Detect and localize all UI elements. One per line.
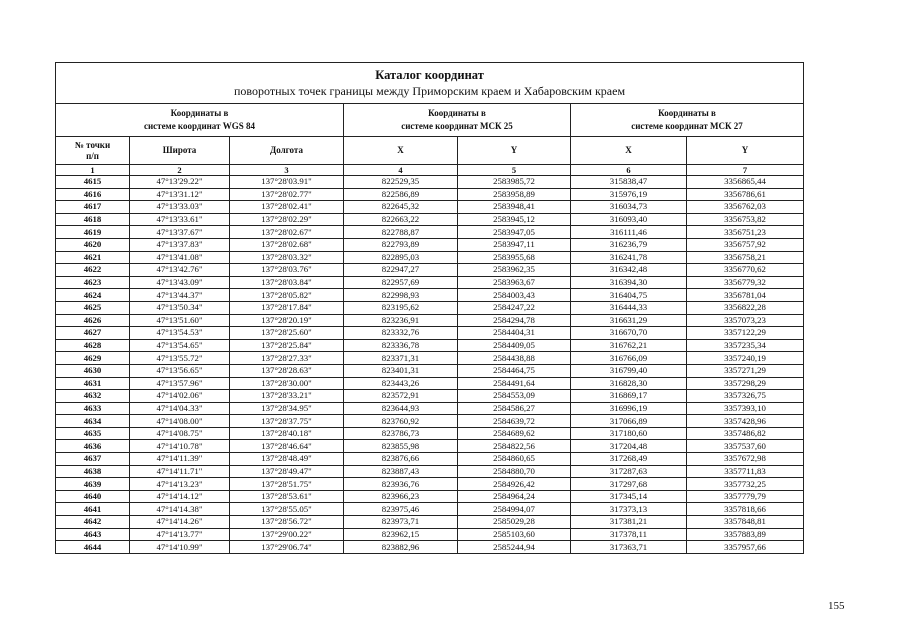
cell-msk25-y: 2584689,62 — [458, 427, 571, 440]
cell-msk27-y: 3357732,25 — [687, 478, 804, 491]
cell-latitude: 47°13'50.34" — [130, 301, 230, 314]
table-row — [56, 503, 804, 516]
cell-msk27-y: 3356779,32 — [687, 276, 804, 289]
cell-latitude: 47°14'14.38" — [130, 503, 230, 516]
cell-msk27-y: 3357537,60 — [687, 440, 804, 453]
table-row — [56, 251, 804, 264]
cell-msk25-x: 822998,93 — [344, 289, 458, 302]
cell-msk27-y: 3357957,66 — [687, 541, 804, 554]
cell-longitude: 137°28'25.60" — [230, 327, 344, 340]
cell-latitude: 47°14'08.75" — [130, 427, 230, 440]
cell-point-number: 4644 — [56, 541, 130, 554]
cell-msk25-y: 2583962,35 — [458, 264, 571, 277]
cell-msk25-x: 823855,98 — [344, 440, 458, 453]
cell-msk25-x: 823336,78 — [344, 339, 458, 352]
cell-point-number: 4616 — [56, 188, 130, 201]
system-header-name: системе координат МСК 25 — [401, 121, 513, 131]
coordinates-catalog-table — [55, 62, 804, 554]
cell-latitude: 47°14'13.77" — [130, 528, 230, 541]
table-row — [56, 289, 804, 302]
cell-msk27-x: 317297,68 — [571, 478, 687, 491]
cell-point-number: 4632 — [56, 390, 130, 403]
cell-msk25-y: 2584860,65 — [458, 453, 571, 466]
cell-msk25-y: 2584247,22 — [458, 301, 571, 314]
cell-msk25-y: 2584964,24 — [458, 490, 571, 503]
cell-longitude: 137°28'40.18" — [230, 427, 344, 440]
system-header-msk27 — [571, 104, 804, 137]
catalog-subtitle: поворотных точек границы между Приморским краем и Хабаровским краем — [234, 84, 626, 98]
table-row — [56, 301, 804, 314]
cell-msk25-y: 2583958,89 — [458, 188, 571, 201]
table-row — [56, 453, 804, 466]
cell-latitude: 47°14'14.26" — [130, 516, 230, 529]
cell-latitude: 47°13'54.65" — [130, 339, 230, 352]
cell-msk25-y: 2585244,94 — [458, 541, 571, 554]
cell-point-number: 4617 — [56, 201, 130, 214]
cell-longitude: 137°28'33.21" — [230, 390, 344, 403]
cell-longitude: 137°28'49.47" — [230, 465, 344, 478]
cell-msk27-x: 316111,46 — [571, 226, 687, 239]
cell-msk25-y: 2584491,64 — [458, 377, 571, 390]
cell-longitude: 137°28'30.00" — [230, 377, 344, 390]
cell-msk25-x: 823973,71 — [344, 516, 458, 529]
cell-msk25-y: 2583947,11 — [458, 238, 571, 251]
cell-msk25-x: 823966,23 — [344, 490, 458, 503]
table-row — [56, 352, 804, 365]
cell-msk25-x: 823975,46 — [344, 503, 458, 516]
cell-longitude: 137°29'00.22" — [230, 528, 344, 541]
cell-point-number: 4623 — [56, 276, 130, 289]
column-header-latitude: Широта — [130, 137, 230, 165]
cell-longitude: 137°28'05.82" — [230, 289, 344, 302]
cell-msk27-y: 3357428,96 — [687, 415, 804, 428]
table-row — [56, 541, 804, 554]
cell-point-number: 4631 — [56, 377, 130, 390]
cell-longitude: 137°28'03.91" — [230, 176, 344, 189]
table-row — [56, 314, 804, 327]
cell-msk27-y: 3357818,66 — [687, 503, 804, 516]
cell-longitude: 137°28'03.32" — [230, 251, 344, 264]
cell-point-number: 4628 — [56, 339, 130, 352]
cell-msk25-x: 823644,93 — [344, 402, 458, 415]
cell-latitude: 47°13'57.96" — [130, 377, 230, 390]
cell-msk25-x: 822788,87 — [344, 226, 458, 239]
cell-point-number: 4615 — [56, 176, 130, 189]
cell-msk27-y: 3357672,98 — [687, 453, 804, 466]
table-row — [56, 264, 804, 277]
cell-msk25-y: 2584926,42 — [458, 478, 571, 491]
cell-msk25-y: 2584639,72 — [458, 415, 571, 428]
cell-msk25-x: 822895,03 — [344, 251, 458, 264]
cell-latitude: 47°13'56.65" — [130, 364, 230, 377]
cell-point-number: 4619 — [56, 226, 130, 239]
cell-msk27-x: 316762,21 — [571, 339, 687, 352]
column-number: 2 — [130, 165, 230, 176]
table-row — [56, 364, 804, 377]
cell-longitude: 137°28'27.33" — [230, 352, 344, 365]
cell-msk27-x: 317066,89 — [571, 415, 687, 428]
column-number: 1 — [56, 165, 130, 176]
cell-msk27-x: 316869,17 — [571, 390, 687, 403]
table-row — [56, 516, 804, 529]
table-row — [56, 339, 804, 352]
cell-msk25-x: 823332,76 — [344, 327, 458, 340]
cell-msk25-x: 823882,96 — [344, 541, 458, 554]
cell-msk25-y: 2584553,09 — [458, 390, 571, 403]
cell-point-number: 4627 — [56, 327, 130, 340]
table-row — [56, 377, 804, 390]
cell-latitude: 47°14'02.06" — [130, 390, 230, 403]
cell-msk25-x: 822957,69 — [344, 276, 458, 289]
cell-msk25-y: 2584994,07 — [458, 503, 571, 516]
cell-point-number: 4635 — [56, 427, 130, 440]
cell-msk27-x: 317363,71 — [571, 541, 687, 554]
cell-latitude: 47°14'08.00" — [130, 415, 230, 428]
cell-msk25-x: 823876,66 — [344, 453, 458, 466]
cell-msk27-y: 3356758,21 — [687, 251, 804, 264]
table-title-row — [56, 63, 804, 104]
point-number-label: № точки — [74, 139, 111, 150]
system-header-line: Координаты в — [170, 108, 229, 118]
cell-msk27-x: 316766,09 — [571, 352, 687, 365]
cell-msk25-x: 822645,32 — [344, 201, 458, 214]
cell-msk25-x: 822663,22 — [344, 213, 458, 226]
cell-longitude: 137°28'28.63" — [230, 364, 344, 377]
cell-msk25-x: 822793,89 — [344, 238, 458, 251]
cell-msk25-x: 822947,27 — [344, 264, 458, 277]
column-header-longitude: Долгота — [230, 137, 344, 165]
cell-msk25-x: 823572,91 — [344, 390, 458, 403]
table-row — [56, 176, 804, 189]
cell-msk25-x: 823887,43 — [344, 465, 458, 478]
cell-msk25-x: 823962,15 — [344, 528, 458, 541]
cell-longitude: 137°28'46.64" — [230, 440, 344, 453]
cell-msk25-x: 822529,35 — [344, 176, 458, 189]
column-header-msk27-x: X — [571, 137, 687, 165]
cell-msk27-x: 316034,73 — [571, 201, 687, 214]
cell-latitude: 47°13'37.83" — [130, 238, 230, 251]
cell-latitude: 47°14'13.23" — [130, 478, 230, 491]
cell-point-number: 4620 — [56, 238, 130, 251]
cell-point-number: 4625 — [56, 301, 130, 314]
cell-msk25-y: 2584438,88 — [458, 352, 571, 365]
cell-msk27-y: 3356753,82 — [687, 213, 804, 226]
cell-msk27-x: 316394,30 — [571, 276, 687, 289]
cell-latitude: 47°14'14.12" — [130, 490, 230, 503]
cell-point-number: 4618 — [56, 213, 130, 226]
column-number: 5 — [458, 165, 571, 176]
cell-msk27-y: 3356762,03 — [687, 201, 804, 214]
table-row — [56, 238, 804, 251]
cell-msk27-y: 3356786,61 — [687, 188, 804, 201]
cell-point-number: 4633 — [56, 402, 130, 415]
table-row — [56, 427, 804, 440]
cell-latitude: 47°13'33.03" — [130, 201, 230, 214]
column-number: 3 — [230, 165, 344, 176]
cell-longitude: 137°29'06.74" — [230, 541, 344, 554]
cell-msk25-x: 823760,92 — [344, 415, 458, 428]
cell-longitude: 137°28'02.67" — [230, 226, 344, 239]
cell-latitude: 47°14'11.39" — [130, 453, 230, 466]
cell-msk25-y: 2583963,67 — [458, 276, 571, 289]
cell-longitude: 137°28'48.49" — [230, 453, 344, 466]
cell-msk27-x: 316093,40 — [571, 213, 687, 226]
cell-latitude: 47°13'51.60" — [130, 314, 230, 327]
system-header-wgs84 — [56, 104, 344, 137]
cell-msk27-x: 317268,49 — [571, 453, 687, 466]
cell-latitude: 47°13'41.08" — [130, 251, 230, 264]
table-row — [56, 188, 804, 201]
cell-latitude: 47°14'10.78" — [130, 440, 230, 453]
cell-msk27-x: 316241,78 — [571, 251, 687, 264]
column-header-row — [56, 137, 804, 165]
cell-msk25-y: 2583955,68 — [458, 251, 571, 264]
cell-msk25-y: 2583945,12 — [458, 213, 571, 226]
cell-point-number: 4622 — [56, 264, 130, 277]
table-row — [56, 465, 804, 478]
cell-latitude: 47°13'44.37" — [130, 289, 230, 302]
cell-msk27-x: 317373,13 — [571, 503, 687, 516]
cell-msk27-y: 3357711,83 — [687, 465, 804, 478]
cell-msk25-y: 2583948,41 — [458, 201, 571, 214]
cell-longitude: 137°28'56.72" — [230, 516, 344, 529]
cell-latitude: 47°14'04.33" — [130, 402, 230, 415]
table-row — [56, 402, 804, 415]
column-number: 6 — [571, 165, 687, 176]
cell-msk27-y: 3356770,62 — [687, 264, 804, 277]
cell-point-number: 4639 — [56, 478, 130, 491]
cell-latitude: 47°13'42.76" — [130, 264, 230, 277]
cell-msk27-y: 3357326,75 — [687, 390, 804, 403]
cell-msk25-x: 823936,76 — [344, 478, 458, 491]
cell-longitude: 137°28'02.41" — [230, 201, 344, 214]
cell-longitude: 137°28'51.75" — [230, 478, 344, 491]
table-row — [56, 327, 804, 340]
cell-point-number: 4642 — [56, 516, 130, 529]
table-row — [56, 201, 804, 214]
cell-latitude: 47°13'37.67" — [130, 226, 230, 239]
cell-msk27-x: 316444,33 — [571, 301, 687, 314]
column-header-msk25-y: Y — [458, 137, 571, 165]
cell-point-number: 4621 — [56, 251, 130, 264]
cell-msk27-y: 3357122,29 — [687, 327, 804, 340]
cell-msk27-y: 3357298,29 — [687, 377, 804, 390]
table-row — [56, 528, 804, 541]
cell-msk25-y: 2584294,78 — [458, 314, 571, 327]
cell-msk27-x: 317381,21 — [571, 516, 687, 529]
cell-point-number: 4630 — [56, 364, 130, 377]
cell-msk27-y: 3357393,10 — [687, 402, 804, 415]
cell-longitude: 137°28'17.84" — [230, 301, 344, 314]
cell-latitude: 47°13'55.72" — [130, 352, 230, 365]
cell-msk27-y: 3356751,23 — [687, 226, 804, 239]
system-header-msk25 — [344, 104, 571, 137]
cell-msk27-y: 3357779,79 — [687, 490, 804, 503]
cell-msk25-y: 2584880,70 — [458, 465, 571, 478]
cell-msk25-y: 2583947,05 — [458, 226, 571, 239]
table-row — [56, 276, 804, 289]
cell-msk27-y: 3356781,04 — [687, 289, 804, 302]
table-row — [56, 415, 804, 428]
column-header-point-number — [56, 137, 130, 165]
cell-point-number: 4638 — [56, 465, 130, 478]
cell-msk27-y: 3357883,89 — [687, 528, 804, 541]
cell-msk25-y: 2584586,27 — [458, 402, 571, 415]
cell-msk27-y: 3357848,81 — [687, 516, 804, 529]
cell-longitude: 137°28'53.61" — [230, 490, 344, 503]
table-row — [56, 226, 804, 239]
cell-point-number: 4626 — [56, 314, 130, 327]
cell-msk25-x: 823371,31 — [344, 352, 458, 365]
cell-msk27-y: 3357486,82 — [687, 427, 804, 440]
cell-longitude: 137°28'03.76" — [230, 264, 344, 277]
cell-msk27-x: 316670,70 — [571, 327, 687, 340]
catalog-title: Каталог координат — [375, 68, 484, 82]
cell-msk25-y: 2585103,60 — [458, 528, 571, 541]
cell-latitude: 47°13'29.22" — [130, 176, 230, 189]
table-row — [56, 478, 804, 491]
table-body — [56, 176, 804, 554]
table-title-cell — [56, 63, 804, 104]
cell-msk27-x: 316631,29 — [571, 314, 687, 327]
cell-longitude: 137°28'55.05" — [230, 503, 344, 516]
cell-longitude: 137°28'25.84" — [230, 339, 344, 352]
cell-longitude: 137°28'37.75" — [230, 415, 344, 428]
cell-latitude: 47°13'31.12" — [130, 188, 230, 201]
table-row — [56, 440, 804, 453]
cell-msk27-x: 317180,60 — [571, 427, 687, 440]
cell-latitude: 47°14'10.99" — [130, 541, 230, 554]
coordinate-systems-header-row — [56, 104, 804, 137]
cell-msk27-x: 315976,19 — [571, 188, 687, 201]
column-header-msk27-y: Y — [687, 137, 804, 165]
cell-point-number: 4641 — [56, 503, 130, 516]
cell-msk25-x: 823236,91 — [344, 314, 458, 327]
cell-msk27-x: 317345,14 — [571, 490, 687, 503]
cell-msk27-x: 316236,79 — [571, 238, 687, 251]
cell-longitude: 137°28'20.19" — [230, 314, 344, 327]
cell-msk25-x: 822586,89 — [344, 188, 458, 201]
system-header-line: Координаты в — [428, 108, 486, 118]
cell-longitude: 137°28'03.84" — [230, 276, 344, 289]
cell-msk25-x: 823443,26 — [344, 377, 458, 390]
cell-msk25-y: 2584003,43 — [458, 289, 571, 302]
cell-msk27-x: 316342,48 — [571, 264, 687, 277]
cell-longitude: 137°28'02.68" — [230, 238, 344, 251]
cell-latitude: 47°13'43.09" — [130, 276, 230, 289]
cell-msk27-y: 3357073,23 — [687, 314, 804, 327]
column-number: 7 — [687, 165, 804, 176]
cell-msk27-y: 3356865,44 — [687, 176, 804, 189]
cell-point-number: 4624 — [56, 289, 130, 302]
cell-msk27-x: 317287,63 — [571, 465, 687, 478]
cell-point-number: 4629 — [56, 352, 130, 365]
point-number-sublabel: п/п — [86, 150, 99, 161]
cell-msk25-x: 823401,31 — [344, 364, 458, 377]
cell-longitude: 137°28'34.95" — [230, 402, 344, 415]
cell-latitude: 47°13'54.53" — [130, 327, 230, 340]
cell-msk25-y: 2583985,72 — [458, 176, 571, 189]
cell-msk27-y: 3357240,19 — [687, 352, 804, 365]
system-header-name: системе координат WGS 84 — [143, 121, 256, 131]
cell-point-number: 4636 — [56, 440, 130, 453]
cell-msk27-x: 315838,47 — [571, 176, 687, 189]
cell-msk25-y: 2584409,05 — [458, 339, 571, 352]
cell-latitude: 47°14'11.71" — [130, 465, 230, 478]
cell-msk27-x: 316996,19 — [571, 402, 687, 415]
cell-msk27-y: 3356822,28 — [687, 301, 804, 314]
cell-point-number: 4637 — [56, 453, 130, 466]
cell-longitude: 137°28'02.77" — [230, 188, 344, 201]
cell-point-number: 4634 — [56, 415, 130, 428]
column-header-msk25-x: X — [344, 137, 458, 165]
column-number-row — [56, 165, 804, 176]
cell-point-number: 4640 — [56, 490, 130, 503]
cell-msk27-x: 317204,48 — [571, 440, 687, 453]
cell-msk25-x: 823786,73 — [344, 427, 458, 440]
cell-msk25-y: 2584822,56 — [458, 440, 571, 453]
table-row — [56, 490, 804, 503]
cell-msk27-x: 316404,75 — [571, 289, 687, 302]
table-row — [56, 213, 804, 226]
page-number: 155 — [828, 600, 845, 612]
cell-msk27-y: 3356757,92 — [687, 238, 804, 251]
cell-msk27-x: 316799,40 — [571, 364, 687, 377]
table-row — [56, 390, 804, 403]
cell-msk27-x: 317378,11 — [571, 528, 687, 541]
cell-longitude: 137°28'02.29" — [230, 213, 344, 226]
cell-msk25-y: 2584404,31 — [458, 327, 571, 340]
cell-latitude: 47°13'33.61" — [130, 213, 230, 226]
cell-msk27-x: 316828,30 — [571, 377, 687, 390]
cell-msk25-x: 823195,62 — [344, 301, 458, 314]
column-number: 4 — [344, 165, 458, 176]
cell-point-number: 4643 — [56, 528, 130, 541]
cell-msk25-y: 2585029,28 — [458, 516, 571, 529]
system-header-line: Координаты в — [658, 108, 716, 118]
cell-msk25-y: 2584464,75 — [458, 364, 571, 377]
cell-msk27-y: 3357235,34 — [687, 339, 804, 352]
system-header-name: системе координат МСК 27 — [631, 121, 743, 131]
cell-msk27-y: 3357271,29 — [687, 364, 804, 377]
